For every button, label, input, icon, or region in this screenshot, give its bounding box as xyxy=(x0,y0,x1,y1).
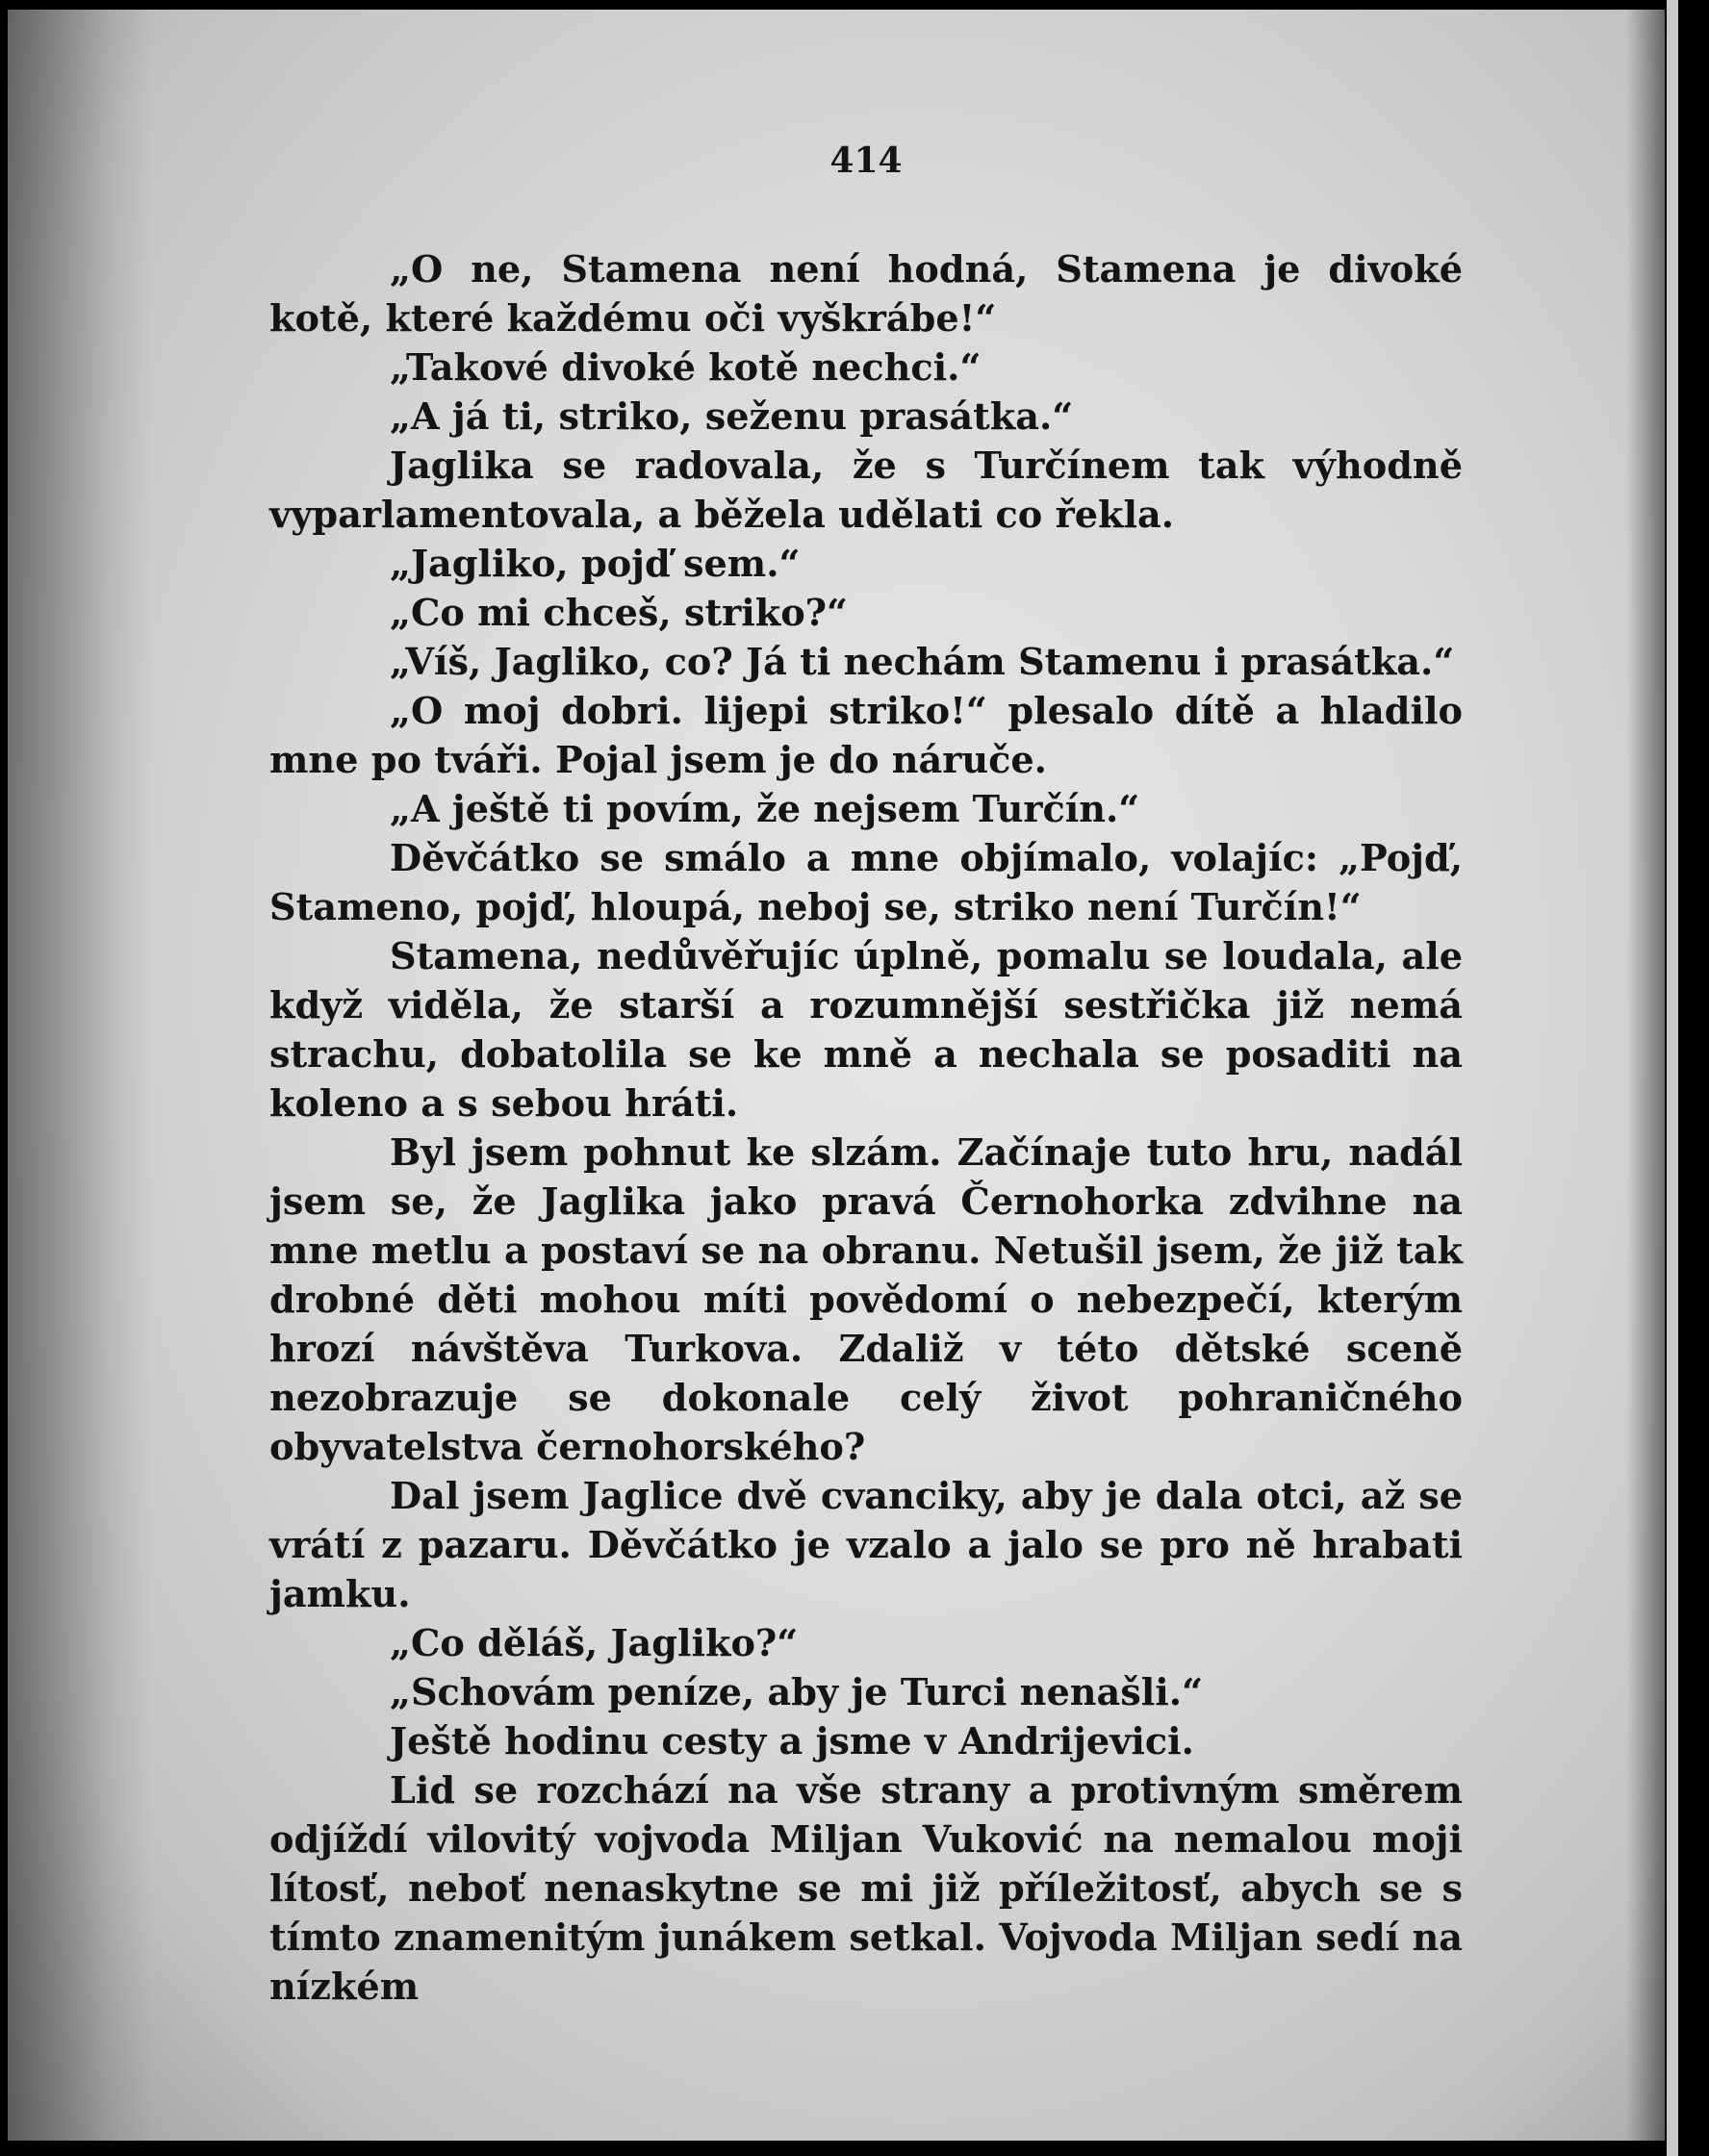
paragraph: Jaglika se radovala, že s Turčínem tak výhodně vyparlamentovala, a běžela udělati co řekla. xyxy=(269,444,1463,537)
adjacent-page-edge xyxy=(1667,0,1678,2156)
page-edge-shadow xyxy=(1626,10,1665,2141)
paragraph: „Schovám peníze, aby je Turci nenašli.“ xyxy=(390,1671,1204,1714)
paragraph: Byl jsem pohnut ke slzám. Začínaje tuto hru, nadál jsem se, že Jaglika jako pravá Černohorka zdvihne na mne metlu a postaví se na obranu. Netušil jsem, že již tak drobné děti mohou míti povědomí o nebezpečí, kterým hrozí návštěva Turkova. Zdaliž v této dětské sceně nezobrazuje se dokonale celý život pohraničného obyvatelstva černohorského? xyxy=(269,1131,1463,1469)
paragraph: „A ještě ti povím, že nejsem Turčín.“ xyxy=(390,788,1140,831)
paragraph: „Co děláš, Jagliko?“ xyxy=(390,1622,799,1665)
paragraph: Dal jsem Jaglice dvě cvanciky, aby je dala otci, až se vrátí z pazaru. Děvčátko je vzalo a jalo se pro ně hrabati jamku. xyxy=(269,1475,1463,1616)
paragraph: „Co mi chceš, striko?“ xyxy=(390,592,849,635)
gutter-shadow xyxy=(8,10,152,2141)
paragraph: „Takové divoké kotě nechci.“ xyxy=(390,346,982,390)
paragraph: „O moj dobri. lijepi striko!“ plesalo dítě a hladilo mne po tváři. Pojal jsem je do náruče. xyxy=(269,690,1463,782)
paragraph: Stamena, nedůvěřujíc úplně, pomalu se loudala, ale když viděla, že starší a rozumnější sestřička již nemá strachu, dobatolila se ke mně a nechala se posaditi na koleno a s sebou hráti. xyxy=(269,935,1463,1126)
paragraph: „O ne, Stamena není hodná, Stamena je divoké kotě, které každému oči vyškrábe!“ xyxy=(269,248,1463,341)
paragraph: „Jagliko, pojď sem.“ xyxy=(390,543,801,586)
paragraph: Lid se rozchází na vše strany a protivným směrem odjíždí vilovitý vojvoda Miljan Vuković na nemalou moji lítosť, neboť nenaskytne se mi již příležitosť, abych se s tímto znamenitým junákem setkal. Vojvoda Miljan sedí na nízkém xyxy=(269,1769,1463,2009)
paragraph: „A já ti, striko, seženu prasátka.“ xyxy=(390,395,1074,439)
paragraph: Ještě hodinu cesty a jsme v Andrijevici. xyxy=(390,1720,1194,1763)
paragraph: „Víš, Jagliko, co? Já ti nechám Stamenu i prasátka.“ xyxy=(390,641,1455,684)
paragraph: Děvčátko se smálo a mne objímalo, volajíc: „Pojď, Stameno, pojď, hloupá, neboj se, striko není Turčín!“ xyxy=(269,837,1463,929)
page-number: 414 xyxy=(829,140,903,181)
body-text xyxy=(269,245,1463,2012)
